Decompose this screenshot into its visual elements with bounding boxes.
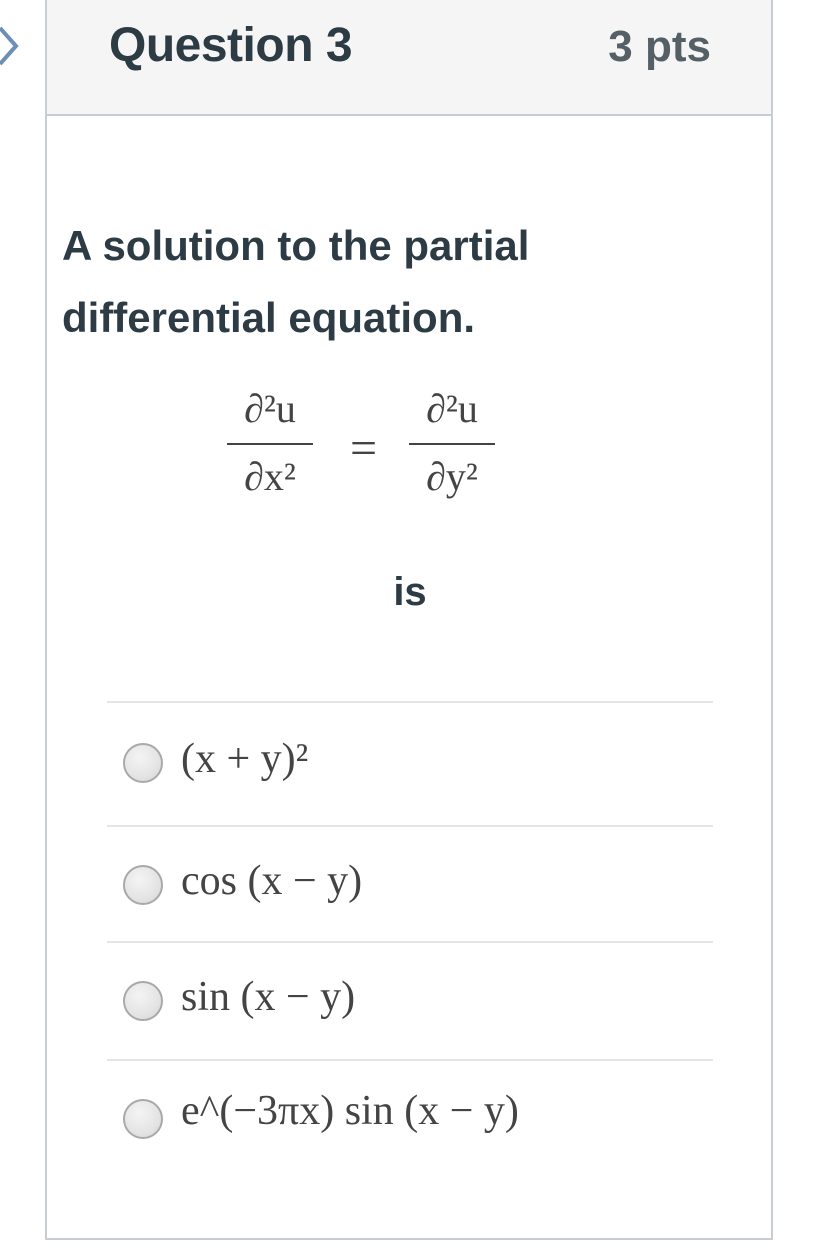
answer-list bbox=[107, 701, 713, 1179]
question-points: 3 pts bbox=[608, 22, 711, 71]
answer-radio[interactable] bbox=[123, 981, 163, 1021]
question-prompt: A solution to the partial differential equation. bbox=[62, 222, 530, 341]
answer-option[interactable] bbox=[107, 941, 713, 1059]
answer-option[interactable] bbox=[107, 825, 713, 941]
answer-option[interactable] bbox=[107, 701, 713, 825]
chevron-right-icon[interactable] bbox=[0, 24, 24, 68]
rhs-denominator: ∂y² bbox=[426, 454, 478, 499]
rhs-numerator: ∂²u bbox=[426, 386, 478, 431]
question-header bbox=[47, 0, 771, 116]
rhs-fraction bbox=[407, 385, 497, 501]
answer-label: (x + y)² bbox=[181, 736, 309, 782]
answer-option[interactable] bbox=[107, 1059, 713, 1179]
lhs-fraction bbox=[225, 385, 315, 501]
answer-radio[interactable] bbox=[123, 865, 163, 905]
answer-radio[interactable] bbox=[123, 1099, 163, 1139]
answer-label: sin (x − y) bbox=[181, 974, 356, 1020]
lhs-numerator: ∂²u bbox=[244, 386, 296, 431]
answer-label: e^(−3πx) sin (x − y) bbox=[181, 1088, 519, 1134]
question-title: Question 3 bbox=[109, 19, 353, 72]
lhs-denominator: ∂x² bbox=[244, 454, 296, 499]
equals-sign: = bbox=[350, 422, 378, 475]
prompt-suffix: is bbox=[393, 570, 427, 614]
answer-radio[interactable] bbox=[123, 743, 163, 783]
pde-equation bbox=[225, 385, 515, 525]
answer-label: cos (x − y) bbox=[181, 858, 363, 904]
